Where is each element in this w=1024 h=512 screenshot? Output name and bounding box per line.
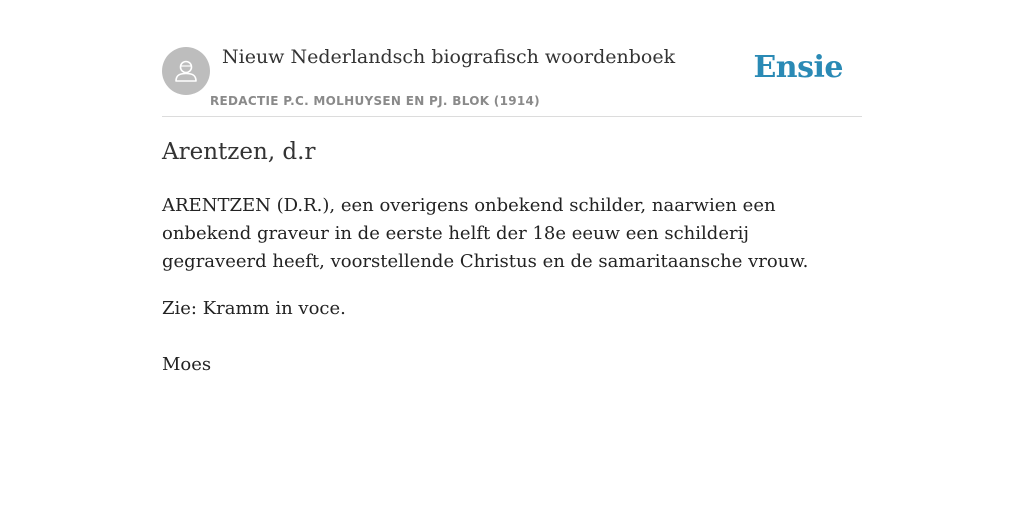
page-container (162, 0, 862, 375)
ensie-logo[interactable]: Ensie (753, 50, 843, 85)
entry-reference: Zie: Kramm in voce. (162, 298, 346, 319)
book-subtitle: REDACTIE P.C. MOLHUYSEN EN PJ. BLOK (1914) (210, 94, 540, 108)
entry-title: Arentzen, d.r (162, 139, 316, 165)
book-title[interactable]: Nieuw Nederlandsch biografisch woordenboek (222, 46, 676, 68)
avatar[interactable] (162, 47, 210, 95)
user-icon (171, 56, 201, 86)
book-header (162, 0, 862, 117)
entry-body: ARENTZEN (D.R.), een overigens onbekend schilder, naarwien een onbekend graveur in de eerste helft der 18e eeuw een schilderij gegraveerd heeft, voorstellende Christus en de samaritaansche vrouw. (162, 195, 809, 272)
entry-author: Moes (162, 354, 212, 375)
